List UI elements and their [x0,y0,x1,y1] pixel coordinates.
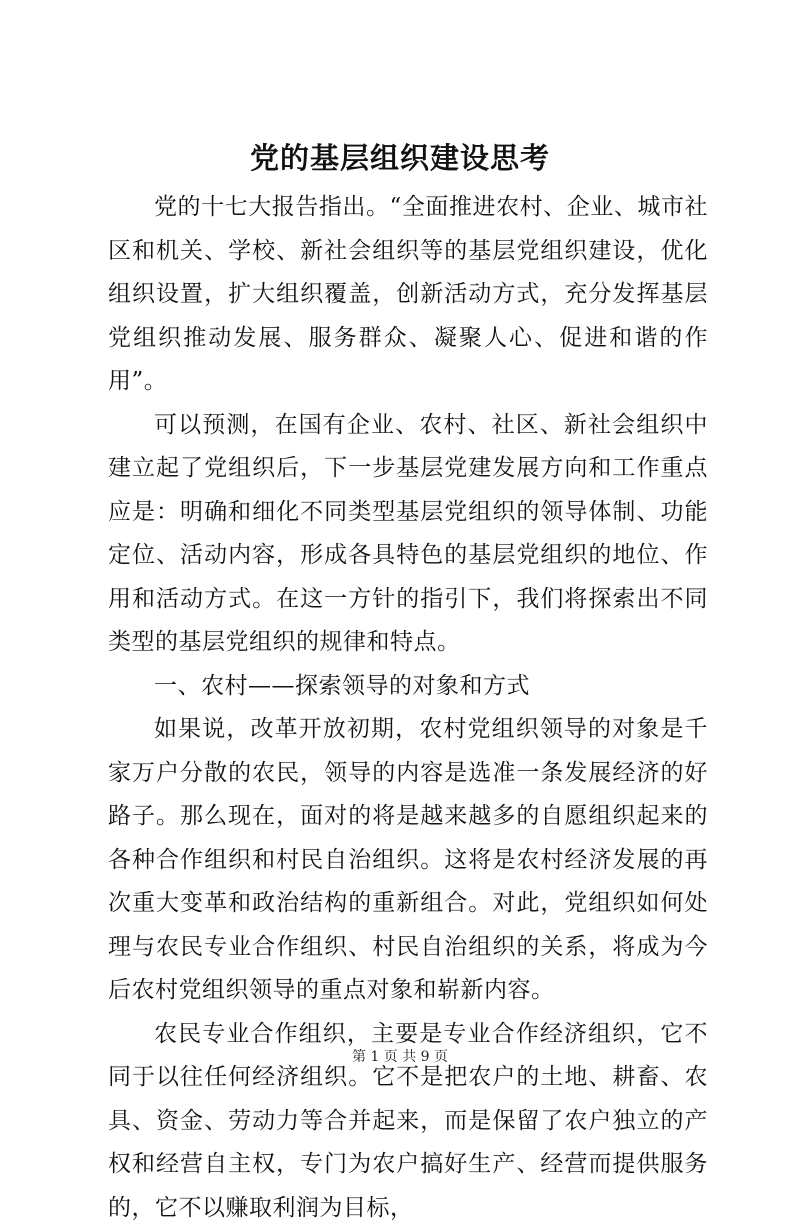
paragraph-prediction: 可以预测，在国有企业、农村、社区、新社会组织中建立起了党组织后，下一步基层党建发展方向和工作重点应是：明确和细化不同类型基层党组织的领导体制、功能定位、活动内容，形成各具特色的基层党组织的地位、作用和活动方式。在这一方针的指引下，我们将探索出不同类型的基层党组织的规律和特点。 [108,404,708,665]
paragraph-cooperatives: 农民专业合作组织，主要是专业合作经济组织，它不同于以往任何经济组织。它不是把农户的土地、耕畜、农具、资金、劳动力等合并起来，而是保留了农户独立的产权和经营自主权，专门为农户搞好生产、经营而提供服务的，它不以赚取利润为目标， [108,1013,708,1230]
document-body [108,186,708,1230]
paragraph-rural-reform: 如果说，改革开放初期，农村党组织领导的对象是千家万户分散的农民，领导的内容是选准一条发展经济的好路子。那么现在，面对的将是越来越多的自愿组织起来的各种合作组织和村民自治组织。这将是农村经济发展的再次重大变革和政治结构的重新组合。对此，党组织如何处理与农民专业合作组织、村民自治组织的关系，将成为今后农村党组织领导的重点对象和崭新内容。 [108,708,708,1013]
paragraph-intro: 党的十七大报告指出。“全面推进农村、企业、城市社区和机关、学校、新社会组织等的基层党组织建设，优化组织设置，扩大组织覆盖，创新活动方式，充分发挥基层党组织推动发展、服务群众、凝聚人心、促进和谐的作用”。 [108,186,708,404]
section-heading-rural: 一、农村——探索领导的对象和方式 [108,665,708,709]
page-footer: 第 1 页 共 9 页 [0,1047,800,1067]
document-title: 党的基层组织建设思考 [0,138,800,178]
